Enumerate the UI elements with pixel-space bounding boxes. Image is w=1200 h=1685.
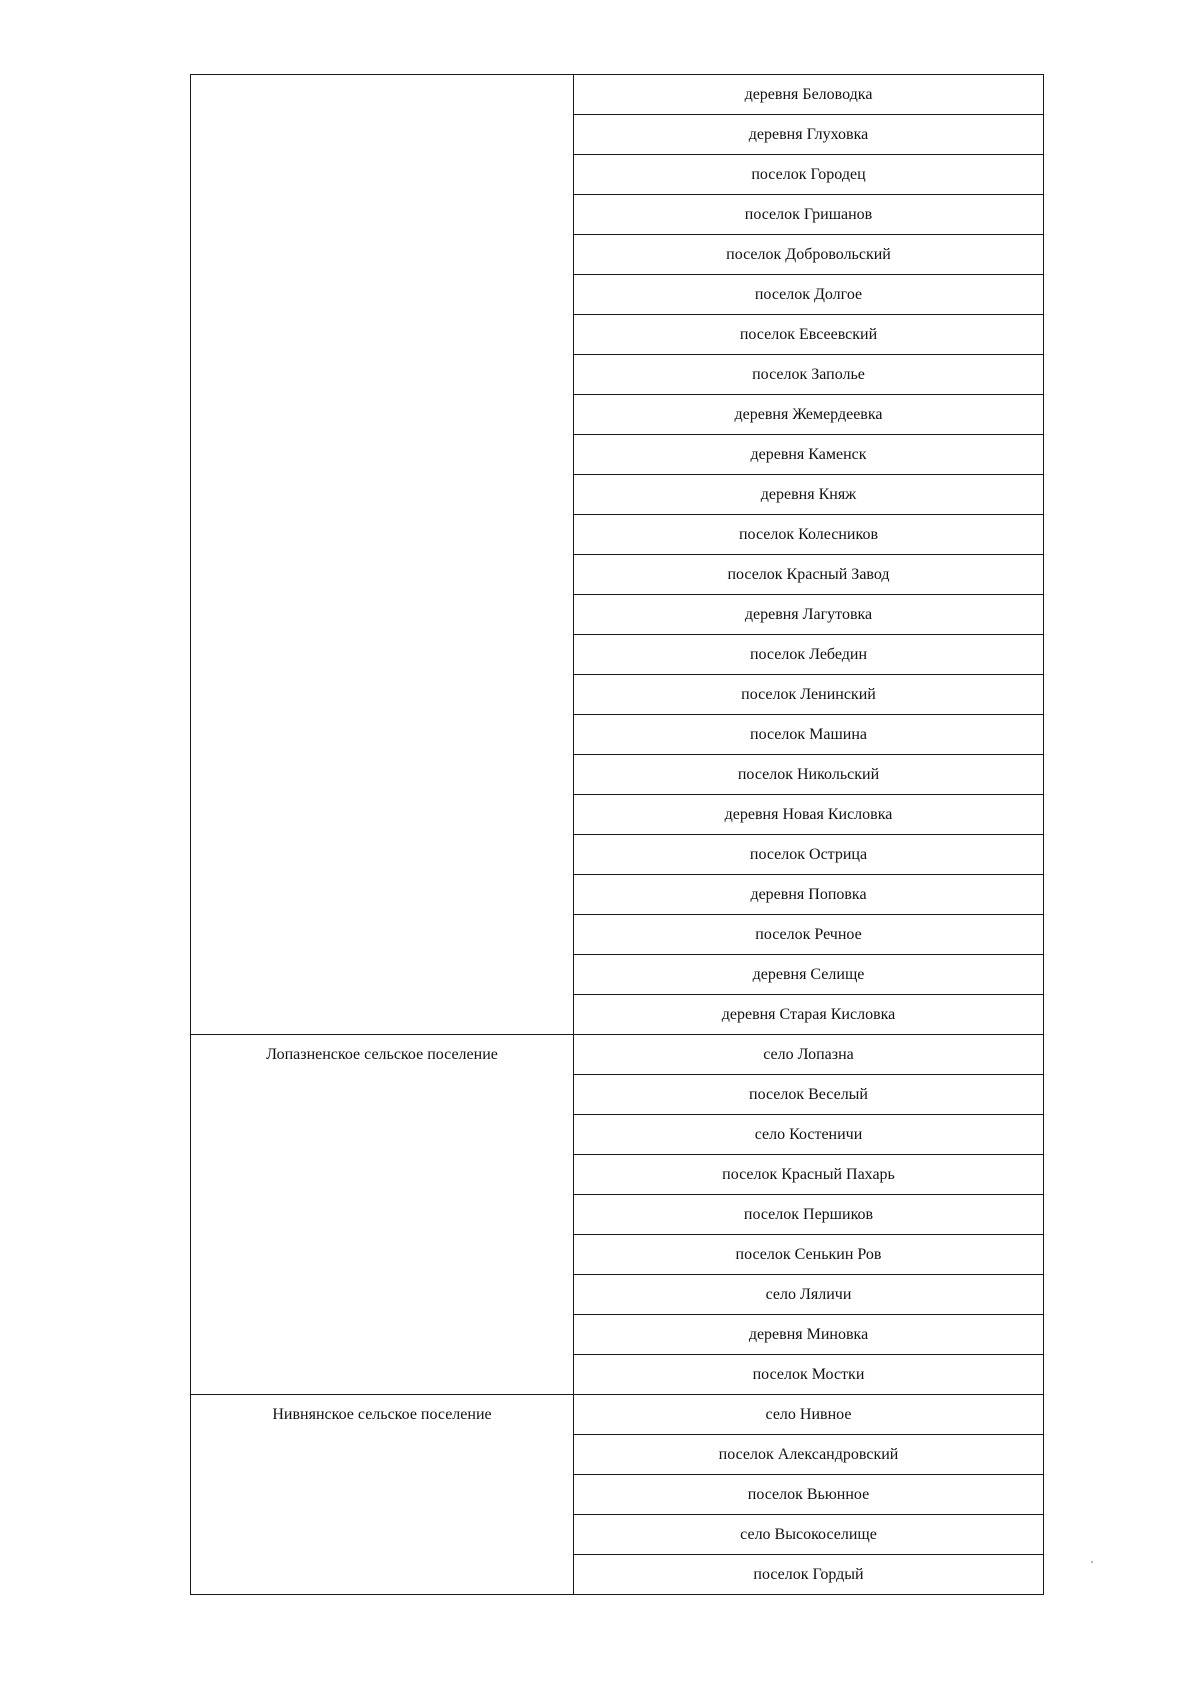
locality-cell: поселок Гордый: [574, 1555, 1044, 1595]
locality-cell: поселок Гришанов: [574, 195, 1044, 235]
municipality-cell: Нивнянское сельское поселение: [191, 1395, 574, 1595]
locality-cell: поселок Вьюнное: [574, 1475, 1044, 1515]
locality-cell: деревня Жемердеевка: [574, 395, 1044, 435]
locality-cell: поселок Острица: [574, 835, 1044, 875]
table-row: [191, 1035, 1044, 1075]
locality-cell: деревня Поповка: [574, 875, 1044, 915]
locality-cell: поселок Добровольский: [574, 235, 1044, 275]
locality-cell: поселок Евсеевский: [574, 315, 1044, 355]
locality-cell: деревня Княж: [574, 475, 1044, 515]
locality-cell: поселок Машина: [574, 715, 1044, 755]
locality-cell: поселок Никольский: [574, 755, 1044, 795]
locality-cell: поселок Заполье: [574, 355, 1044, 395]
locality-cell: село Нивное: [574, 1395, 1044, 1435]
locality-cell: село Лопазна: [574, 1035, 1044, 1075]
locality-cell: деревня Глуховка: [574, 115, 1044, 155]
locality-cell: поселок Мостки: [574, 1355, 1044, 1395]
table-row: [191, 75, 1044, 115]
locality-cell: деревня Беловодка: [574, 75, 1044, 115]
locality-cell: деревня Новая Кисловка: [574, 795, 1044, 835]
settlements-table-body: [191, 75, 1044, 1595]
locality-cell: село Ляличи: [574, 1275, 1044, 1315]
locality-cell: поселок Веселый: [574, 1075, 1044, 1115]
locality-cell: поселок Ленинский: [574, 675, 1044, 715]
locality-cell: деревня Селище: [574, 955, 1044, 995]
locality-cell: поселок Колесников: [574, 515, 1044, 555]
locality-cell: поселок Александровский: [574, 1435, 1044, 1475]
locality-cell: деревня Каменск: [574, 435, 1044, 475]
locality-cell: поселок Городец: [574, 155, 1044, 195]
locality-cell: поселок Долгое: [574, 275, 1044, 315]
locality-cell: поселок Першиков: [574, 1195, 1044, 1235]
scan-speck: [1091, 1561, 1093, 1563]
table-row: [191, 1395, 1044, 1435]
settlements-table: [190, 74, 1044, 1595]
locality-cell: село Костеничи: [574, 1115, 1044, 1155]
municipality-cell: [191, 75, 574, 1035]
locality-cell: деревня Миновка: [574, 1315, 1044, 1355]
locality-cell: поселок Лебедин: [574, 635, 1044, 675]
locality-cell: поселок Красный Завод: [574, 555, 1044, 595]
locality-cell: село Высокоселище: [574, 1515, 1044, 1555]
locality-cell: поселок Красный Пахарь: [574, 1155, 1044, 1195]
locality-cell: деревня Старая Кисловка: [574, 995, 1044, 1035]
locality-cell: поселок Речное: [574, 915, 1044, 955]
municipality-cell: Лопазненское сельское поселение: [191, 1035, 574, 1395]
locality-cell: поселок Сенькин Ров: [574, 1235, 1044, 1275]
locality-cell: деревня Лагутовка: [574, 595, 1044, 635]
